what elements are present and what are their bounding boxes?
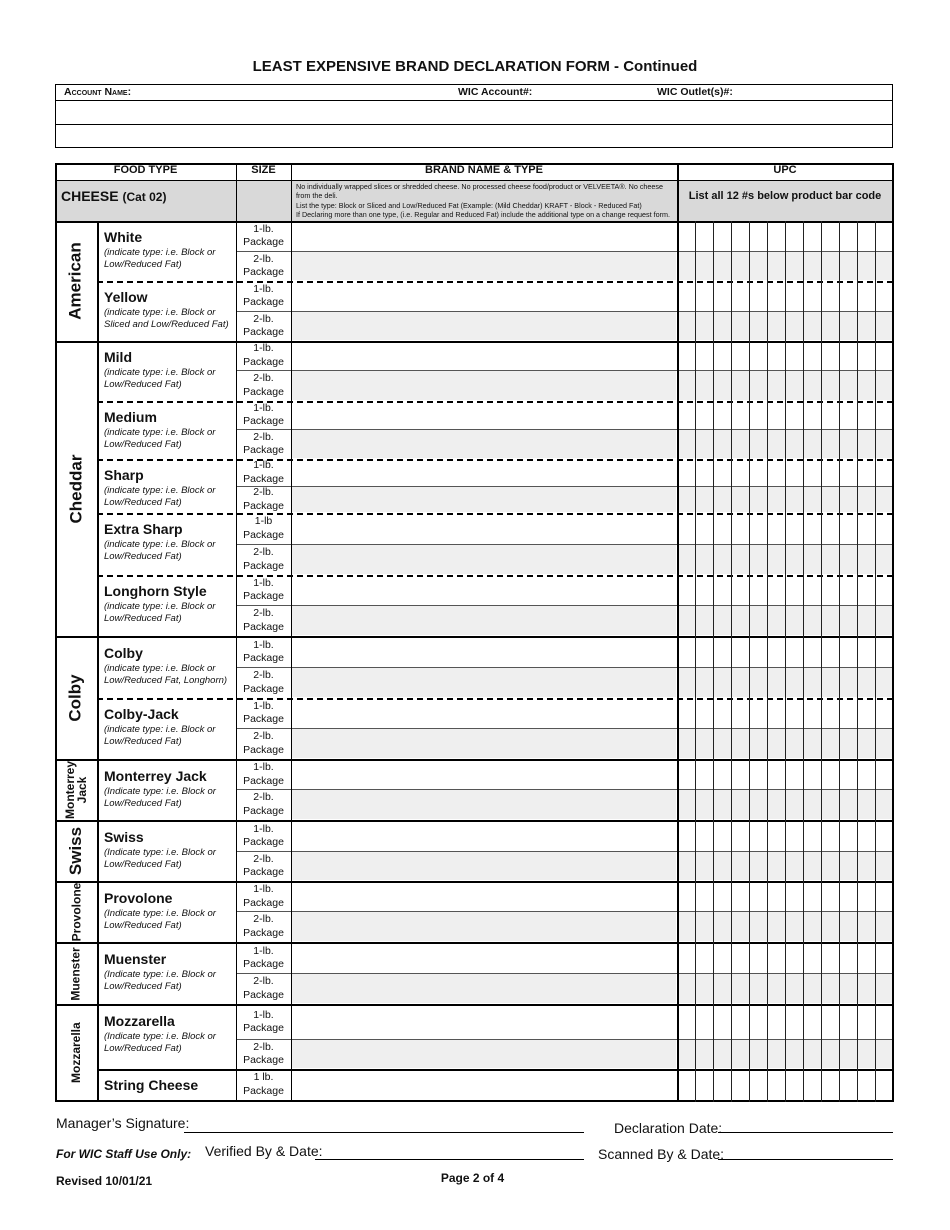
form-title: LEAST EXPENSIVE BRAND DECLARATION FORM - Continued — [252, 58, 698, 75]
manager-signature-label: Manager’s Signature: — [56, 1115, 190, 1131]
food-type-name: Muenster — [104, 951, 167, 967]
package-size: 2-lb. Package — [243, 852, 284, 878]
brand-name-input[interactable] — [292, 312, 676, 340]
brand-instruction-line: List the type: Block or Sliced and Low/Reduced Fat (Example: (Mild Cheddar) KRAFT - Block - Reduced Fat) — [296, 200, 642, 210]
manager-signature-line[interactable] — [184, 1132, 584, 1133]
table-border-top — [55, 163, 893, 165]
group-label: Swiss — [66, 826, 86, 876]
account-extra-field[interactable] — [59, 126, 889, 148]
upc-digit-line — [821, 221, 822, 1102]
group-label-cell — [55, 943, 97, 1004]
size-cell — [236, 851, 291, 881]
size-cell — [236, 429, 291, 459]
food-type-cell — [97, 698, 236, 759]
package-size: 2-lb. Package — [243, 913, 284, 939]
group-label-cell — [55, 882, 97, 942]
food-type-name: White — [104, 229, 143, 245]
food-type-note: (indicate type: i.e. Block or Low/Reduced Fat) — [104, 367, 216, 390]
package-size: 1-lb. Package — [243, 282, 284, 308]
upc-digit-line — [749, 221, 750, 1102]
food-type-name: Longhorn Style — [104, 583, 207, 599]
food-type-note: (indicate type: i.e. Block or Low/Reduced Fat) — [104, 247, 216, 270]
size-cell — [236, 1069, 291, 1100]
group-label: Muenster — [69, 946, 83, 1001]
food-type-name: Yellow — [104, 289, 148, 305]
package-size: 1-lb. Package — [243, 638, 284, 664]
size-cell — [236, 667, 291, 698]
column-line — [677, 163, 679, 1102]
header-food-type: FOOD TYPE — [113, 164, 178, 176]
declaration-date-label: Declaration Date: — [614, 1120, 723, 1136]
package-size: 1 lb. Package — [243, 1071, 284, 1097]
size-cell — [236, 973, 291, 1004]
upc-digit-line — [767, 221, 768, 1102]
brand-name-input[interactable] — [292, 1006, 676, 1038]
table-border-left — [55, 163, 57, 1102]
food-type-name: Mozzarella — [104, 1013, 175, 1029]
brand-name-input[interactable] — [292, 342, 676, 369]
food-divider — [97, 698, 893, 700]
package-size: 1-lb. Package — [243, 883, 284, 909]
food-divider — [97, 401, 893, 403]
size-cell — [236, 370, 291, 401]
brand-name-input[interactable] — [292, 222, 676, 250]
food-type-name: Sharp — [104, 467, 144, 483]
brand-name-input[interactable] — [292, 944, 676, 972]
column-line — [291, 163, 292, 1102]
upc-digit-line — [839, 221, 840, 1102]
food-type-cell — [97, 943, 236, 1004]
food-divider — [97, 1069, 893, 1071]
package-size: 1-lb. Package — [243, 222, 284, 248]
package-size: 1-lb. Package — [243, 401, 284, 427]
size-cell — [236, 459, 291, 486]
food-type-note: (Indicate type: i.e. Block or Low/Reduced Fat) — [104, 969, 216, 992]
group-label: Provolone — [69, 882, 83, 942]
brand-name-input[interactable] — [292, 460, 676, 485]
package-size: 2-lb. Package — [243, 430, 284, 456]
group-label: Monterrey Jack — [63, 760, 90, 820]
food-type-note: (Indicate type: i.e. Block or Low/Reduced Fat) — [104, 847, 216, 870]
food-type-note: (indicate type: i.e. Block or Low/Reduced Fat, Longhorn) — [104, 663, 228, 686]
food-type-note: (indicate type: i.e. Block or Low/Reduced Fat) — [104, 601, 216, 624]
group-label-cell — [55, 341, 97, 636]
size-cell — [236, 882, 291, 911]
brand-name-input[interactable] — [292, 430, 676, 458]
cheese-label: CHEESE — [61, 188, 119, 204]
brand-name-input[interactable] — [292, 822, 676, 850]
size-cell — [236, 789, 291, 820]
food-type-name: String Cheese — [104, 1077, 199, 1093]
brand-instruction-line: If Declaring more than one type, (i.e. Regular and Reduced Fat) include the additional type on a change request form. — [296, 209, 670, 219]
brand-name-input[interactable] — [292, 699, 676, 727]
food-type-cell — [97, 882, 236, 942]
food-type-cell — [97, 513, 236, 575]
package-size: 2-lb. Package — [243, 252, 284, 278]
upc-digit-line — [713, 221, 714, 1102]
revised-date: Revised 10/01/21 — [56, 1174, 153, 1188]
food-type-cell — [97, 341, 236, 401]
food-divider — [97, 575, 893, 577]
package-size: 1-lb Package — [243, 515, 284, 541]
upc-instruction: List all 12 #s below product bar code — [677, 180, 893, 221]
size-cell — [236, 341, 291, 370]
brand-instruction-line: No individually wrapped slices or shredded cheese. No processed cheese food/product or VELVEETA®. No cheese from the deli. — [296, 182, 663, 201]
wic-account-label: WIC Account#: — [458, 86, 533, 98]
package-size: 1-lb. Package — [243, 576, 284, 602]
package-size: 2-lb. Package — [243, 975, 284, 1001]
upc-digit-line — [857, 221, 858, 1102]
size-cell — [236, 401, 291, 429]
size-cell — [236, 605, 291, 636]
size-cell — [236, 728, 291, 759]
size-cell — [236, 637, 291, 667]
header-size: SIZE — [251, 164, 276, 176]
brand-name-input[interactable] — [292, 974, 676, 1003]
upc-digit-line — [875, 221, 876, 1102]
group-label: Colby — [66, 674, 86, 722]
cheese-cat: (Cat 02) — [122, 190, 167, 204]
group-label: Cheddar — [66, 454, 85, 523]
upc-digit-line — [695, 221, 696, 1102]
food-type-cell — [97, 459, 236, 513]
package-size: 2-lb. Package — [243, 1040, 284, 1066]
package-size: 1-lb. Package — [243, 944, 284, 970]
declaration-date-line[interactable] — [718, 1132, 893, 1133]
group-label: Mozzarella — [69, 1021, 83, 1083]
brand-name-input[interactable] — [292, 883, 676, 910]
food-type-name: Extra Sharp — [104, 521, 183, 537]
brand-name-input[interactable] — [292, 282, 676, 310]
size-cell — [236, 221, 291, 251]
size-header-gray — [236, 180, 291, 221]
group-label: American — [66, 242, 86, 320]
size-cell — [236, 698, 291, 728]
food-type-note: (indicate type: i.e. Block or Low/Reduced Fat) — [104, 485, 216, 508]
upc-digit-line — [803, 221, 804, 1102]
food-type-note: (indicate type: i.e. Block or Low/Reduced Fat) — [104, 724, 216, 747]
scanned-by-label: Scanned By & Date: — [598, 1146, 725, 1162]
food-type-cell — [97, 575, 236, 636]
food-type-note: (indicate type: i.e. Block or Low/Reduced Fat) — [104, 427, 216, 450]
food-type-cell — [97, 1005, 236, 1069]
package-size: 2-lb. Package — [243, 791, 284, 817]
brand-name-input[interactable] — [292, 638, 676, 666]
brand-name-input[interactable] — [292, 790, 676, 819]
verified-by-line[interactable] — [315, 1159, 584, 1160]
brand-name-input[interactable] — [292, 852, 676, 880]
food-type-name: Monterrey Jack — [104, 768, 207, 784]
brand-name-input[interactable] — [292, 729, 676, 758]
group-label-cell — [55, 1005, 97, 1100]
group-label-cell — [55, 821, 97, 881]
package-size: 2-lb. Package — [243, 546, 284, 572]
package-size: 1-lb. Package — [243, 342, 284, 368]
size-cell — [236, 575, 291, 605]
brand-name-input[interactable] — [292, 576, 676, 604]
food-type-cell — [97, 760, 236, 820]
brand-name-input[interactable] — [292, 1070, 676, 1099]
upc-digit-line — [731, 221, 732, 1102]
food-type-name: Swiss — [104, 829, 144, 845]
food-divider — [97, 513, 893, 515]
cheese-category-header — [55, 180, 236, 221]
upc-digit-line — [785, 221, 786, 1102]
size-cell — [236, 911, 291, 942]
food-type-name: Provolone — [104, 890, 173, 906]
size-cell — [236, 281, 291, 311]
size-cell — [236, 544, 291, 575]
package-size: 1-lb. Package — [243, 761, 284, 787]
header-upc: UPC — [773, 164, 797, 176]
size-cell — [236, 821, 291, 851]
size-cell — [236, 1039, 291, 1069]
brand-name-input[interactable] — [292, 1040, 676, 1068]
food-type-name: Colby — [104, 645, 143, 661]
wic-outlet-label: WIC Outlet(s)#: — [657, 86, 733, 98]
food-divider — [97, 281, 893, 283]
package-size: 2-lb. Package — [243, 312, 284, 338]
food-type-cell — [97, 281, 236, 341]
brand-name-input[interactable] — [292, 252, 676, 280]
food-type-note: (Indicate type: i.e. Block or Low/Reduced Fat) — [104, 1031, 216, 1054]
package-size: 2-lb. Package — [243, 669, 284, 695]
food-type-note: (Indicate type: i.e. Block or Low/Reduced Fat) — [104, 908, 216, 931]
column-line — [236, 163, 237, 1102]
brand-name-input[interactable] — [292, 668, 676, 697]
size-cell — [236, 311, 291, 341]
header-brand-name: BRAND NAME & TYPE — [425, 164, 543, 176]
group-column-line — [97, 221, 99, 1102]
package-size: 2-lb. Package — [243, 372, 284, 398]
brand-name-input[interactable] — [292, 761, 676, 788]
size-cell — [236, 251, 291, 281]
verified-by-label: Verified By & Date: — [205, 1143, 323, 1159]
food-type-note: (indicate type: i.e. Block or Low/Reduced Fat) — [104, 539, 216, 562]
scanned-by-line[interactable] — [718, 1159, 893, 1160]
page-number: Page 2 of 4 — [440, 1171, 505, 1185]
brand-name-input[interactable] — [292, 912, 676, 941]
account-name-field[interactable] — [59, 102, 889, 124]
brand-name-input[interactable] — [292, 371, 676, 400]
package-size: 1-lb. Package — [243, 822, 284, 848]
food-type-note: (indicate type: i.e. Block or Sliced and Low/Reduced Fat) — [104, 307, 229, 330]
size-cell — [236, 760, 291, 789]
size-cell — [236, 1005, 291, 1039]
package-size: 2-lb. Package — [243, 607, 284, 633]
food-type-note: (Indicate type: i.e. Block or Low/Reduced Fat) — [104, 786, 216, 809]
account-info-box — [55, 84, 893, 148]
size-cell — [236, 943, 291, 973]
food-type-name: Mild — [104, 349, 132, 365]
size-cell — [236, 486, 291, 513]
brand-name-input[interactable] — [292, 487, 676, 512]
food-type-name: Medium — [104, 409, 157, 425]
group-label-cell — [55, 221, 97, 341]
account-name-label: Account Name: — [64, 86, 132, 98]
food-type-cell — [97, 637, 236, 698]
food-divider — [97, 459, 893, 461]
table-border-right — [892, 163, 894, 1102]
food-type-cell — [97, 221, 236, 281]
food-type-cell — [97, 401, 236, 459]
brand-name-input[interactable] — [292, 545, 676, 574]
group-label-cell — [55, 637, 97, 759]
food-type-name: Colby-Jack — [104, 706, 179, 722]
size-cell — [236, 513, 291, 544]
brand-name-input[interactable] — [292, 402, 676, 428]
food-type-cell — [97, 1069, 236, 1100]
brand-name-input[interactable] — [292, 514, 676, 543]
food-type-cell — [97, 821, 236, 881]
staff-use-label: For WIC Staff Use Only: — [56, 1147, 192, 1161]
package-size: 1-lb. Package — [243, 699, 284, 725]
package-size: 1-lb. Package — [243, 1008, 284, 1034]
brand-instructions — [291, 180, 677, 221]
header-divider — [55, 180, 893, 181]
brand-name-input[interactable] — [292, 606, 676, 635]
package-size: 1-lb. Package — [243, 459, 284, 485]
package-size: 2-lb. Package — [243, 730, 284, 756]
package-size: 2-lb. Package — [243, 486, 284, 512]
group-label-cell — [55, 760, 97, 820]
